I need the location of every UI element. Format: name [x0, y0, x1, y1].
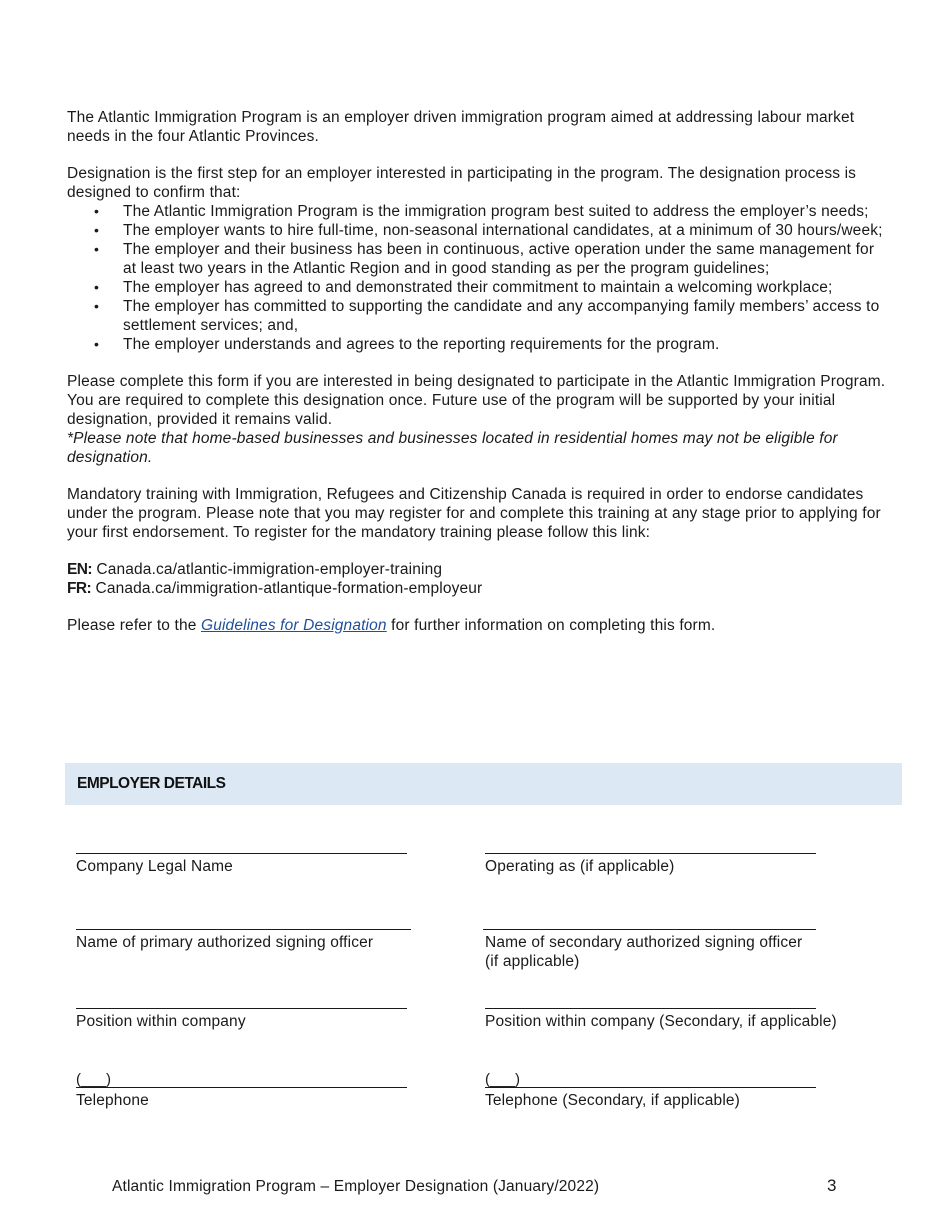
home-business-note: *Please note that home-based businesses and businesses located in residential homes may not be eligible for designation. [67, 430, 838, 466]
secondary-officer-field [485, 909, 816, 971]
telephone-field [76, 1067, 407, 1110]
company-legal-name-input[interactable] [76, 833, 407, 854]
field-label: Position within company [76, 1013, 246, 1030]
list-item: • The employer and their business has been in continuous, active operation under the same management for at least two years in the Atlantic Region and in good standing as per the program guidelines; [123, 240, 889, 278]
area-code-placeholder: (___) [485, 1071, 521, 1088]
field-label: Telephone [76, 1092, 149, 1109]
company-legal-name-field [76, 833, 407, 876]
section-title: EMPLOYER DETAILS [77, 775, 226, 792]
field-label: Company Legal Name [76, 858, 233, 875]
telephone-input[interactable] [76, 1067, 407, 1088]
operating-as-input[interactable] [485, 833, 816, 854]
employer-details-header [65, 763, 902, 805]
guidelines-link[interactable]: Guidelines for Designation [200, 617, 387, 634]
list-item: • The employer understands and agrees to the reporting requirements for the program. [123, 335, 889, 354]
instructions-paragraph: Please complete this form if you are interested in being designated to participate in the Atlantic Immigration Program. You are required to complete this designation once. Future use of the program will be supported by your initial designation, provided it remains valid. [67, 373, 886, 428]
field-label: Name of primary authorized signing officer [76, 934, 374, 951]
field-label: Operating as (if applicable) [485, 858, 675, 875]
position-secondary-field [485, 988, 837, 1031]
list-item: • The employer has committed to supporting the candidate and any accompanying family members’ access to settlement services; and, [123, 297, 889, 335]
designation-paragraph: Designation is the first step for an employer interested in participating in the program. The designation process is designed to confirm that: [67, 165, 857, 201]
training-link-en [67, 560, 889, 579]
position-input[interactable] [76, 988, 407, 1009]
designation-criteria-list [67, 202, 889, 354]
fr-link: Canada.ca/immigration-atlantique-formation-employeur [95, 580, 483, 597]
position-field [76, 988, 407, 1031]
field-label: Name of secondary authorized signing officer [485, 934, 803, 951]
list-item: • The employer has agreed to and demonstrated their commitment to maintain a welcoming workplace; [123, 278, 889, 297]
operating-as-field [485, 833, 816, 876]
list-item: • The Atlantic Immigration Program is the immigration program best suited to address the employer’s needs; [123, 202, 889, 221]
en-link: Canada.ca/atlantic-immigration-employer-training [96, 561, 443, 578]
secondary-officer-input[interactable] [483, 909, 816, 930]
field-label: Telephone (Secondary, if applicable) [485, 1092, 740, 1109]
fr-label: FR: [67, 580, 92, 597]
primary-officer-input[interactable] [76, 909, 411, 930]
field-label: Position within company (Secondary, if applicable) [485, 1013, 837, 1030]
refer-paragraph [67, 616, 889, 635]
intro-content [67, 108, 889, 635]
page-number: 3 [827, 1176, 837, 1195]
list-item: • The employer wants to hire full-time, non-seasonal international candidates, at a minimum of 30 hours/week; [123, 221, 889, 240]
en-label: EN: [67, 561, 92, 578]
primary-officer-field [76, 909, 411, 952]
telephone-secondary-field [485, 1067, 816, 1110]
training-link-fr [67, 579, 889, 598]
refer-suffix: for further information on completing this form. [391, 617, 716, 634]
position-secondary-input[interactable] [485, 988, 816, 1009]
intro-paragraph: The Atlantic Immigration Program is an employer driven immigration program aimed at addressing labour market needs in the four Atlantic Provinces. [67, 109, 855, 145]
refer-prefix: Please refer to the [67, 617, 197, 634]
telephone-secondary-input[interactable] [485, 1067, 816, 1088]
footer-text: Atlantic Immigration Program – Employer Designation (January/2022) [112, 1178, 600, 1195]
field-label-secondary: (if applicable) [485, 953, 580, 970]
area-code-placeholder: (___) [76, 1071, 112, 1088]
training-paragraph: Mandatory training with Immigration, Refugees and Citizenship Canada is required in order to endorse candidates under the program. Please note that you may register for and complete this training at any stage prior to applying for your first endorsement. To register for the mandatory training please follow this link: [67, 486, 881, 541]
